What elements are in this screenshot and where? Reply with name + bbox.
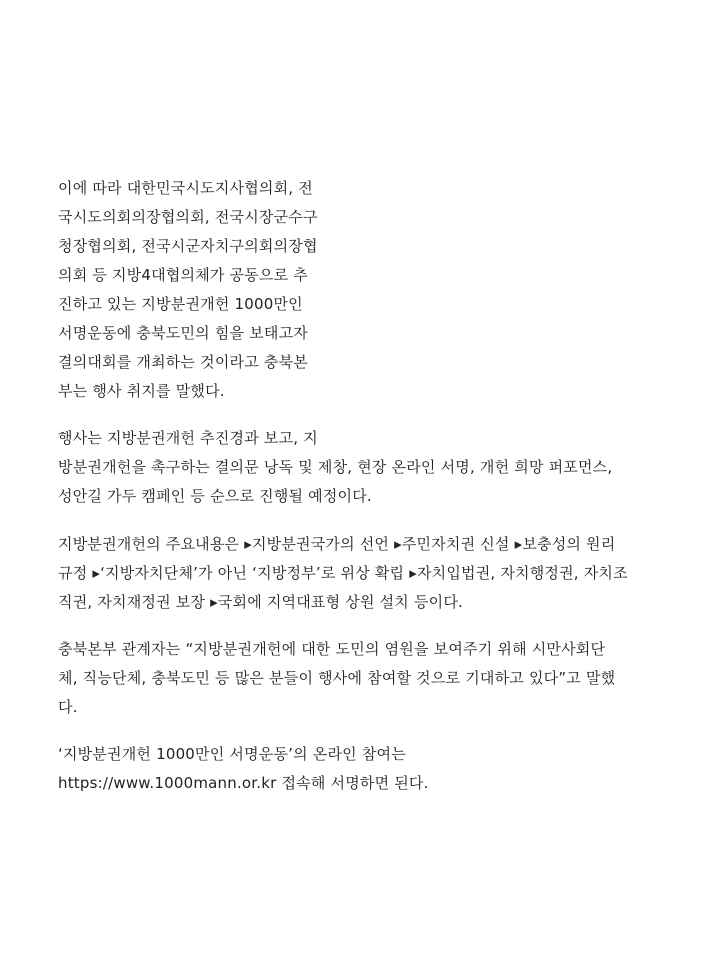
paragraph-purpose [58,174,698,406]
text-line: 부는 행사 취지를 말했다. [58,382,225,400]
text-line: 행사는 지방분권개헌 추진경과 보고, 지 [58,429,318,447]
text-line: 서명운동에 충북도민의 힘을 보태고자 [58,324,308,342]
text-line: 국시도의회의장협의회, 전국시장군수구 [58,208,318,226]
paragraph-online-participation [58,740,698,798]
text-line-url: https://www.1000mann.or.kr 접속해 서명하면 된다. [58,774,429,792]
text-line: 청장협의회, 전국시군자치구의회의장협 [58,237,318,255]
text-line: 진하고 있는 지방분권개헌 1000만인 [58,295,303,313]
text-line: 규정 ▸‘지방자치단체’가 아닌 ‘지방정부’로 위상 확립 ▸자치입법권, 자치행정권, 자치조 [58,564,628,582]
text-line: 직권, 자치재정권 보장 ▸국회에 지역대표형 상원 설치 등이다. [58,593,464,611]
article-body [58,174,698,798]
text-line: ‘지방분권개헌 1000만인 서명운동’의 온라인 참여는 [58,745,406,763]
paragraph-quote [58,635,698,722]
text-line: 다. [58,698,78,716]
text-line: 결의대회를 개최하는 것이라고 충북본 [58,353,308,371]
text-line: 충북본부 관계자는 “지방분권개헌에 대한 도민의 염원을 보여주기 위해 시만사회단 [58,640,606,658]
text-line: 체, 직능단체, 충북도민 등 많은 분들이 행사에 참여할 것으로 기대하고 있다”고 말했 [58,669,616,687]
text-line: 성안길 가두 캠페인 등 순으로 진행될 예정이다. [58,487,372,505]
text-line: 지방분권개헌의 주요내용은 ▸지방분권국가의 선언 ▸주민자치권 신설 ▸보충성의 원리 [58,535,616,553]
text-line: 이에 따라 대한민국시도지사협의회, 전 [58,179,313,197]
paragraph-program [58,424,698,511]
text-line: 방분권개헌을 촉구하는 결의문 낭독 및 제창, 현장 온라인 서명, 개헌 희망 퍼포먼스, [58,458,613,476]
text-line: 의회 등 지방4대협의체가 공동으로 추 [58,266,308,284]
paragraph-main-content [58,530,698,617]
